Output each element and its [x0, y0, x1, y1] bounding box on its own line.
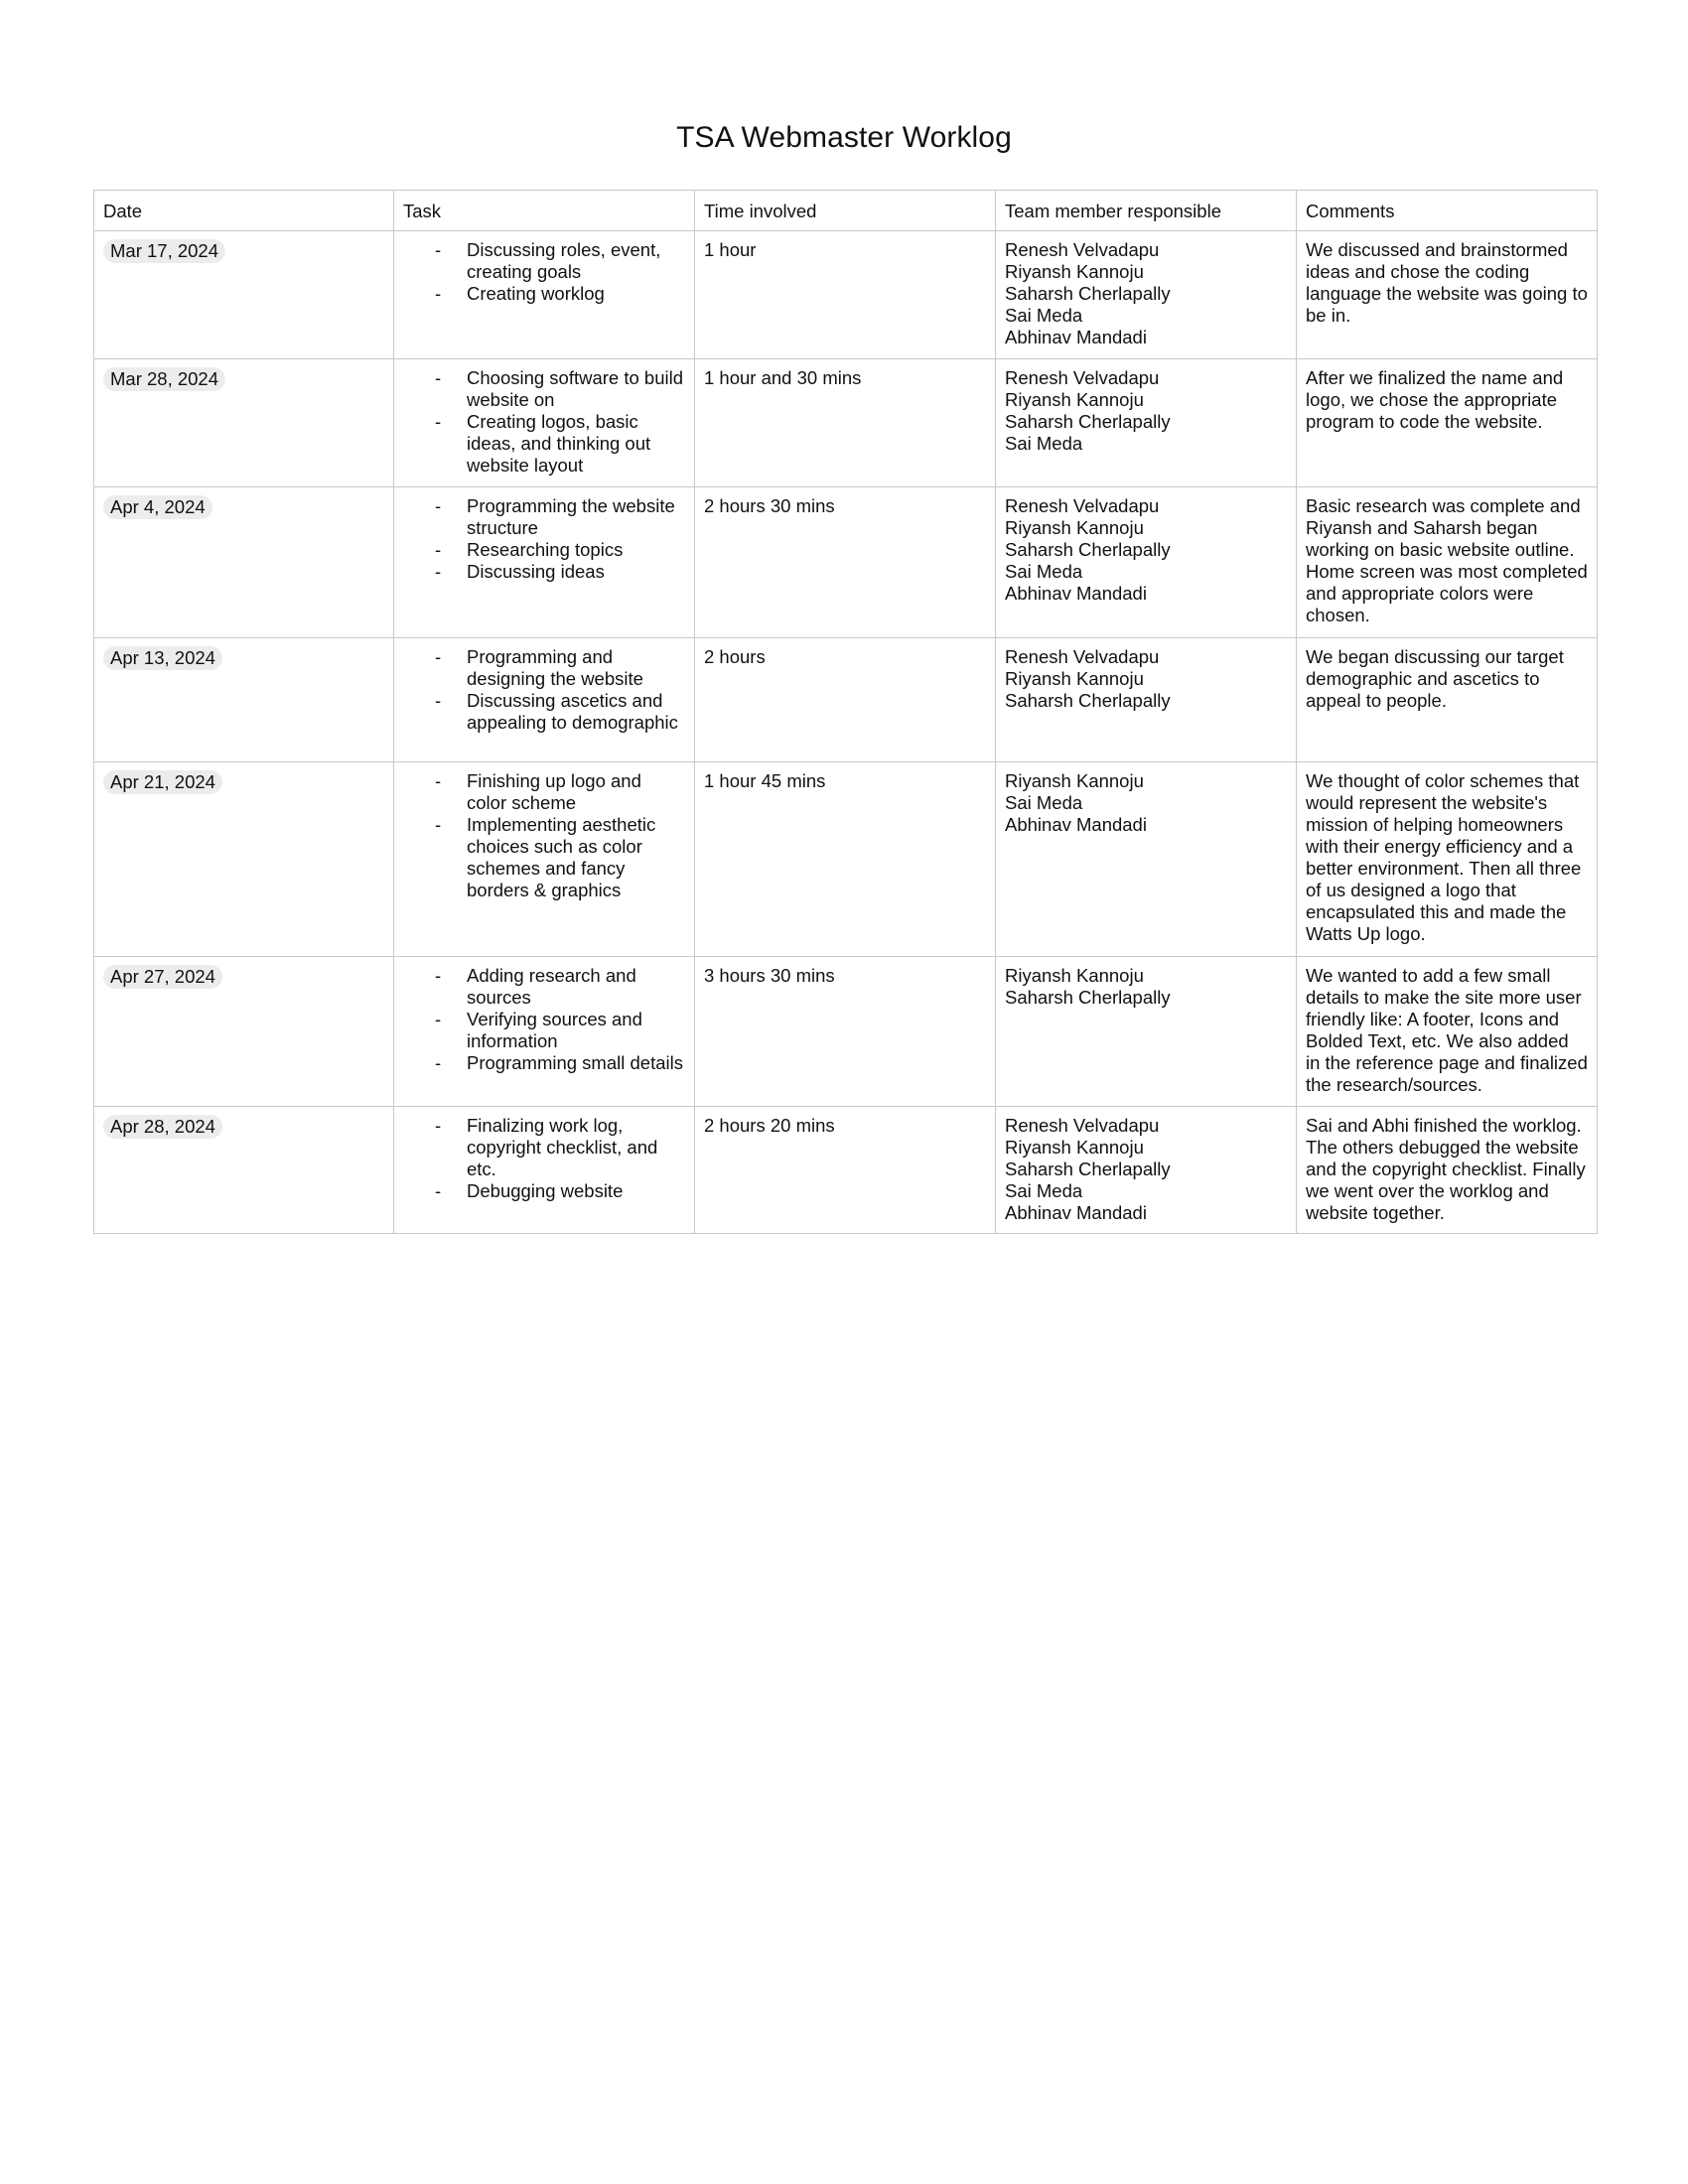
task-cell	[394, 231, 695, 359]
team-member: Riyansh Kannoju	[1005, 770, 1144, 791]
team-member: Sai Meda	[1005, 561, 1083, 582]
members-cell	[996, 957, 1297, 1107]
members-cell	[996, 487, 1297, 638]
time-cell: 2 hours 20 mins	[695, 1107, 996, 1234]
table-row	[94, 231, 1598, 359]
task-list	[403, 239, 685, 305]
date-chip: Apr 28, 2024	[103, 1115, 222, 1139]
date-cell	[94, 957, 394, 1107]
task-list	[403, 1115, 685, 1202]
team-member: Saharsh Cherlapally	[1005, 283, 1171, 304]
page-title: TSA Webmaster Worklog	[676, 121, 1012, 154]
task-item: - Discussing ideas	[467, 561, 685, 583]
date-cell	[94, 231, 394, 359]
task-item: - Programming small details	[467, 1052, 685, 1074]
column-header-date: Date	[94, 191, 394, 231]
team-member: Saharsh Cherlapally	[1005, 690, 1171, 711]
task-cell	[394, 762, 695, 957]
worklog-table	[93, 190, 1598, 1234]
members-cell	[996, 231, 1297, 359]
date-chip: Apr 27, 2024	[103, 965, 222, 989]
team-member: Renesh Velvadapu	[1005, 495, 1160, 516]
task-list	[403, 646, 685, 734]
date-chip: Apr 4, 2024	[103, 495, 212, 519]
time-cell: 2 hours	[695, 638, 996, 762]
task-item: - Verifying sources and information	[467, 1009, 685, 1052]
comments-cell: We began discussing our target demographic and ascetics to appeal to people.	[1297, 638, 1598, 762]
team-member: Saharsh Cherlapally	[1005, 539, 1171, 560]
team-member: Abhinav Mandadi	[1005, 583, 1147, 604]
task-item: - Creating logos, basic ideas, and thinking out website layout	[467, 411, 685, 477]
column-header-time: Time involved	[695, 191, 996, 231]
task-item: - Creating worklog	[467, 283, 685, 305]
team-member: Riyansh Kannoju	[1005, 261, 1144, 282]
date-cell	[94, 487, 394, 638]
time-cell: 2 hours 30 mins	[695, 487, 996, 638]
team-member: Renesh Velvadapu	[1005, 239, 1160, 260]
comments-cell: After we finalized the name and logo, we chose the appropriate program to code the website.	[1297, 359, 1598, 487]
task-item: - Adding research and sources	[467, 965, 685, 1009]
table-row	[94, 638, 1598, 762]
table-row	[94, 957, 1598, 1107]
time-cell: 1 hour	[695, 231, 996, 359]
team-member: Saharsh Cherlapally	[1005, 1159, 1171, 1179]
comments-cell: We discussed and brainstormed ideas and chose the coding language the website was going to be in.	[1297, 231, 1598, 359]
column-header-members: Team member responsible	[996, 191, 1297, 231]
date-cell	[94, 359, 394, 487]
comments-cell: Sai and Abhi finished the worklog. The others debugged the website and the copyright checklist. Finally we went over the worklog and website together.	[1297, 1107, 1598, 1234]
task-cell	[394, 957, 695, 1107]
comments-cell: Basic research was complete and Riyansh and Saharsh began working on basic website outline. Home screen was most completed and appropriate colors were chosen.	[1297, 487, 1598, 638]
team-member: Sai Meda	[1005, 433, 1083, 454]
time-cell: 1 hour 45 mins	[695, 762, 996, 957]
comments-cell: We wanted to add a few small details to make the site more user friendly like: A footer, Icons and Bolded Text, etc. We also added in the reference page and finalized the research/sources.	[1297, 957, 1598, 1107]
team-member: Riyansh Kannoju	[1005, 389, 1144, 410]
task-list	[403, 367, 685, 477]
table-row	[94, 487, 1598, 638]
team-member: Saharsh Cherlapally	[1005, 411, 1171, 432]
comments-cell: We thought of color schemes that would represent the website's mission of helping homeowners with their energy efficiency and a better environment. Then all three of us designed a logo that encapsulated this and made the Watts Up logo.	[1297, 762, 1598, 957]
task-item: - Discussing roles, event, creating goals	[467, 239, 685, 283]
team-member: Riyansh Kannoju	[1005, 668, 1144, 689]
column-header-comments: Comments	[1297, 191, 1598, 231]
team-member: Sai Meda	[1005, 792, 1083, 813]
team-member: Saharsh Cherlapally	[1005, 987, 1171, 1008]
task-cell	[394, 487, 695, 638]
task-item: - Implementing aesthetic choices such as color schemes and fancy borders & graphics	[467, 814, 685, 901]
time-cell: 3 hours 30 mins	[695, 957, 996, 1107]
task-cell	[394, 1107, 695, 1234]
team-member: Renesh Velvadapu	[1005, 1115, 1160, 1136]
team-member: Sai Meda	[1005, 1180, 1083, 1201]
task-list	[403, 495, 685, 583]
task-item: - Finishing up logo and color scheme	[467, 770, 685, 814]
task-item: - Programming the website structure	[467, 495, 685, 539]
members-cell	[996, 762, 1297, 957]
team-member: Renesh Velvadapu	[1005, 646, 1160, 667]
table-header-row	[94, 191, 1598, 231]
team-member: Abhinav Mandadi	[1005, 814, 1147, 835]
column-header-task: Task	[394, 191, 695, 231]
table-row	[94, 1107, 1598, 1234]
members-cell	[996, 1107, 1297, 1234]
task-list	[403, 770, 685, 901]
task-cell	[394, 359, 695, 487]
team-member: Sai Meda	[1005, 305, 1083, 326]
team-member: Abhinav Mandadi	[1005, 1202, 1147, 1223]
team-member: Riyansh Kannoju	[1005, 517, 1144, 538]
members-cell	[996, 638, 1297, 762]
time-cell: 1 hour and 30 mins	[695, 359, 996, 487]
team-member: Renesh Velvadapu	[1005, 367, 1160, 388]
team-member: Abhinav Mandadi	[1005, 327, 1147, 347]
task-list	[403, 965, 685, 1074]
date-chip: Apr 13, 2024	[103, 646, 222, 670]
table-row	[94, 762, 1598, 957]
task-item: - Debugging website	[467, 1180, 685, 1202]
task-item: - Researching topics	[467, 539, 685, 561]
members-cell	[996, 359, 1297, 487]
date-chip: Apr 21, 2024	[103, 770, 222, 794]
date-chip: Mar 17, 2024	[103, 239, 225, 263]
table-row	[94, 359, 1598, 487]
task-item: - Discussing ascetics and appealing to demographic	[467, 690, 685, 734]
task-item: - Choosing software to build website on	[467, 367, 685, 411]
team-member: Riyansh Kannoju	[1005, 1137, 1144, 1158]
date-cell	[94, 762, 394, 957]
team-member: Riyansh Kannoju	[1005, 965, 1144, 986]
date-cell	[94, 638, 394, 762]
task-item: - Programming and designing the website	[467, 646, 685, 690]
date-cell	[94, 1107, 394, 1234]
date-chip: Mar 28, 2024	[103, 367, 225, 391]
task-cell	[394, 638, 695, 762]
task-item: - Finalizing work log, copyright checklist, and etc.	[467, 1115, 685, 1180]
